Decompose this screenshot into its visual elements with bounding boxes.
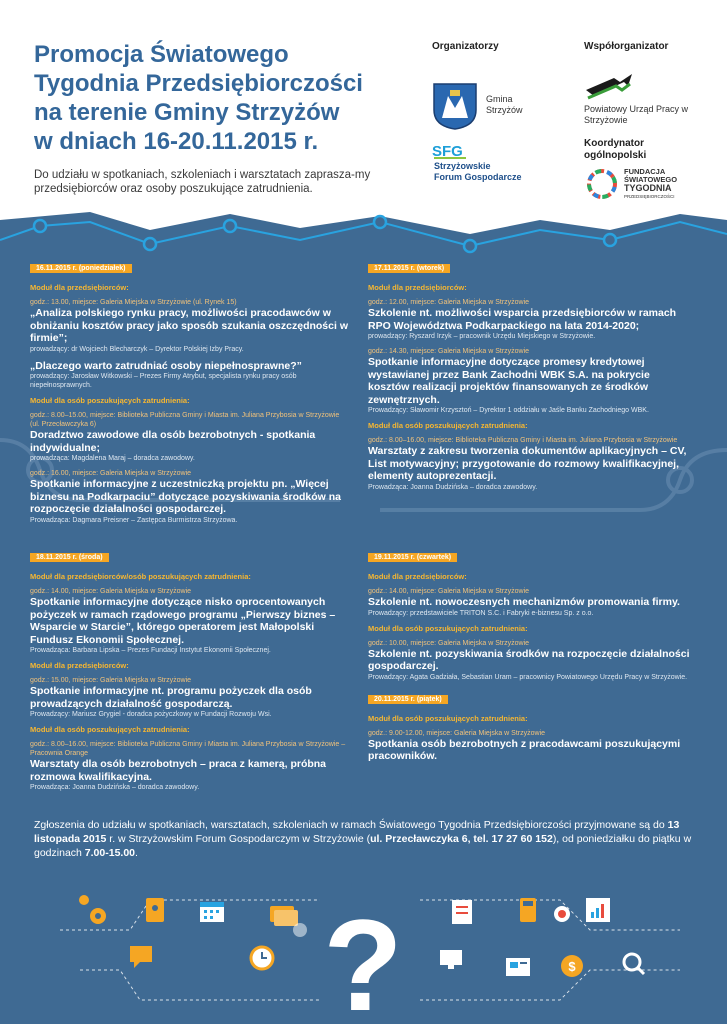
section-jobseekers-20: Moduł dla osób poszukujących zatrudnienia: (368, 713, 528, 723)
fundacja-label-3: TYGODNIA (624, 183, 672, 193)
co-organizer-heading: Współorganizator (584, 41, 669, 52)
coordinator-heading: Koordynator ogólnopolski (584, 138, 647, 161)
organizers-heading: Organizatorzy (432, 41, 499, 52)
fundacja-label-1: FUNDACJA (624, 167, 666, 176)
phone-book-icon (146, 898, 164, 922)
event-17-1: godz.: 12.00, miejsce: Galeria Miejska w Strzyżowie Szkolenie nt. możliwości wsparcia przedsiębiorców w ramach RPO Województwa Podkarpackiego na lata 2014-2020; prowadzący: Ryszard Irzyk – pracownik Urzędu Miejskiego w Strzyżowie. (368, 299, 677, 340)
day-16-column (30, 257, 348, 531)
gear-icon (79, 895, 106, 924)
section-entrepreneurs-19: Moduł dla przedsiębiorców: (368, 572, 467, 581)
chat-icon (130, 946, 152, 968)
section-entrepreneurs-18: Moduł dla przedsiębiorców: (30, 661, 129, 670)
date-tag-16: 16.11.2015 r. (poniedziałek) (30, 264, 132, 273)
event-18-3: godz.: 8.00–16.00, miejsce: Biblioteka Publiczna Gminy i Miasta im. Juliana Przybosia w Strzyżowie – Pracownia Orange Warsztaty dla osób bezrobotnych – praca z kamerą, próbna rozmowa kwalifikacyjna. Prowadząca: Joanna Dudzińska – doradca zawodowy. (30, 741, 346, 791)
section-jobseekers-16: Moduł dla osób poszukujących zatrudnienia: (30, 396, 190, 405)
target-icon (554, 906, 570, 922)
date-tag-18: 18.11.2015 r. (środa) (30, 553, 109, 562)
svg-text:?: ? (323, 892, 403, 1024)
magnifier-icon (624, 954, 644, 974)
event-16-1: godz.: 13.00, miejsce: Galeria Miejska w Strzyżowie (ul. Rynek 15) „Analiza polskiego rynku pracy, możliwości pracodawców w obniżaniu kosztów pracy jako sposób szukania oszczędności w firmie”; prowadzący: dr Wojciech Blecharczyk – Dyrektor Polskiej Izby Pracy. (30, 299, 348, 353)
clock-icon (251, 947, 273, 969)
event-18-2: godz.: 15.00, miejsce: Galeria Miejska w Strzyżowie Spotkanie informacyjne nt. programu pożyczek dla osób prowadzących działalność gospodarczą. Prowadzący: Mariusz Grygiel - doradca pożyczkowy w Fundacji Rozwoju Wsi. (30, 677, 312, 718)
section-jobseekers-17: Moduł dla osób poszukujących zatrudnienia: (368, 421, 528, 430)
event-17-2: godz.: 14.30, miejsce: Galeria Miejska w Strzyżowie Spotkanie informacyjne dotyczące promesy kredytowej wystawianej przez Bank Zachodni WBK S.A. na pokrycie kosztów realizacji projektów finansowanych ze środków zewnętrznych. Prowadzący: Sławomir Krzysztoń – Dyrektor 1 oddziału w Jaśle Banku Zachodniego WBK. (368, 348, 650, 414)
fundacja-label-4: PRZEDSIĘBIORCZOŚCI (624, 194, 675, 199)
question-mark-icon (323, 892, 402, 1024)
chart-icon (586, 898, 610, 922)
event-19-2: godz.: 10.00, miejsce: Galeria Miejska w Strzyżowie Szkolenie nt. pozyskiwania środków na rozpoczęcie działalności gospodarczej. Prowadzący: Agata Gadziała, Sebastian Uram – pracownicy Powiatowego Urzędu Pracy w Strzyżowie. (368, 639, 690, 681)
credit-card-icon (270, 906, 298, 926)
date-tag-19: 19.11.2015 r. (czwartek) (368, 553, 457, 562)
computer-icon (440, 950, 462, 969)
sfg-label-1: Strzyżowskie (434, 161, 491, 171)
registration-info: Zgłoszenia do udziału w spotkaniach, warsztatach, szkoleniach w ramach Światowego Tygodnia Przedsiębiorczości przyjmowane są do 13 listopada 2015 r. w Strzyżowskim Forum Gospodarczym w Strzyżowie (ul. Przecławczyka 6, tel. 17 27 60 152), od poniedziałku do piątku w godzinach 7.00-15.00. (34, 819, 692, 859)
date-tag-20: 20.11.2015 r. (piątek) (368, 695, 448, 704)
newspaper-icon (506, 958, 530, 976)
date-tag-17: 17.11.2015 r. (wtorek) (368, 264, 450, 273)
calculator-icon (520, 898, 536, 922)
page-title: Promocja Światowego Tygodnia Przedsiębiorczości na terenie Gminy Strzyżów w dniach 16-20.11.2015 r. (34, 41, 363, 155)
day-19-column (368, 546, 692, 769)
event-19-1: godz.: 14.00, miejsce: Galeria Miejska w Strzyżowie Szkolenie nt. nowoczesnych mechanizmów promowania firmy. Prowadzący: przedstawiciele TRITON S.C. i Fabryki e-biznesu Sp. z o.o. (368, 588, 680, 617)
event-20-1: godz.: 9.00-12.00, miejsce: Galeria Miejska w Strzyżowie Spotkania osób bezrobotnych z pracodawcami poszukującymi pracowników. (368, 729, 681, 762)
section-jobseekers-18: Moduł dla osób poszukujących zatrudnienia: (30, 725, 190, 734)
section-jobseekers-19: Moduł dla osób poszukujących zatrudnienia: (368, 623, 528, 633)
svg-text:SFG: SFG (432, 143, 463, 160)
sfg-logo-icon (432, 142, 468, 160)
event-16-4: godz.: 16.00, miejsce: Galeria Miejska w Strzyżowie Spotkanie informacyjne z uczestniczką projektu pn. „Więcej biznesu na Podkarpaciu” dotyczące pozyskiwania środków na rozpoczęcie działalności gospodarczej. Prowadząca: Dagmara Preisner – Zastępca Burmistrza Strzyżowa. (30, 470, 342, 524)
intro-text: Do udziału w spotkaniach, szkoleniach i warsztatach zaprasza-my przedsiębiorców oraz osoby poszukujące zatrudnienia. (34, 169, 371, 195)
day-18-column (30, 546, 348, 798)
lightbulb-icon (293, 923, 307, 937)
icons-strip (0, 870, 727, 1024)
event-16-2: „Dlaczego warto zatrudniać osoby niepełnosprawne?” prowadzący: Jarosław Witkowski – Prezes Firmy Atrybut, specjalista rynku pracy osób niepełnosprawnych. (30, 359, 302, 389)
gmina-crest-icon (432, 82, 478, 130)
day-17-column (368, 257, 692, 498)
fundacja-label-2: ŚWIATOWEGO (624, 175, 678, 184)
dollar-icon (561, 955, 583, 977)
event-18-1: godz.: 14.00, miejsce: Galeria Miejska w Strzyżowie Spotkanie informacyjne dotyczące nisko oprocentowanych pożyczek w ramach rządowego programu „Pierwszy biznes – Wsparcie w Starcie”, którego operatorem jest Małopolski Fundusz Ekonomii Społecznej. Prowadząca: Barbara Lipska – Prezes Fundacji Instytut Ekonomii Społecznej. (30, 588, 336, 654)
event-17-3: godz.: 8.00–16.00, miejsce: Biblioteka Publiczna Gminy i Miasta im. Juliana Przybosia w Strzyżowie Warsztaty z zakresu tworzenia dokumentów aplikacyjnych – CV, List motywacyjny; przygotowanie do rozmowy kwalifikacyjnej, elementy autoprezentacji. Prowadząca: Joanna Dudzińska – doradca zawodowy. (368, 437, 687, 491)
section-entrepreneurs-17: Moduł dla przedsiębiorców: (368, 283, 467, 292)
pup-logo-icon (584, 70, 634, 102)
fundacja-logo-icon (584, 166, 620, 202)
calendar-icon (200, 902, 224, 922)
document-icon (452, 900, 472, 924)
sfg-label-2: Forum Gospodarcze (434, 172, 522, 182)
section-both-18: Moduł dla przedsiębiorców/osób poszukujących zatrudnienia: (30, 572, 251, 581)
svg-text:$: $ (568, 959, 576, 974)
event-16-3: godz.: 8.00–15.00, miejsce: Biblioteka Publiczna Gminy i Miasta im. Juliana Przybosia w Strzyżowie (ul. Przecławczyka 6) Doradztwo zawodowe dla osób bezrobotnych - spotkania indywidualne; prowadząca: Magdalena Maraj – doradca zawodowy. (30, 412, 340, 462)
section-entrepreneurs-16: Moduł dla przedsiębiorców: (30, 283, 129, 292)
pup-label: Powiatowy Urząd Pracy w Strzyżowie (584, 104, 689, 125)
gmina-label: Gmina Strzyżów (486, 94, 523, 115)
